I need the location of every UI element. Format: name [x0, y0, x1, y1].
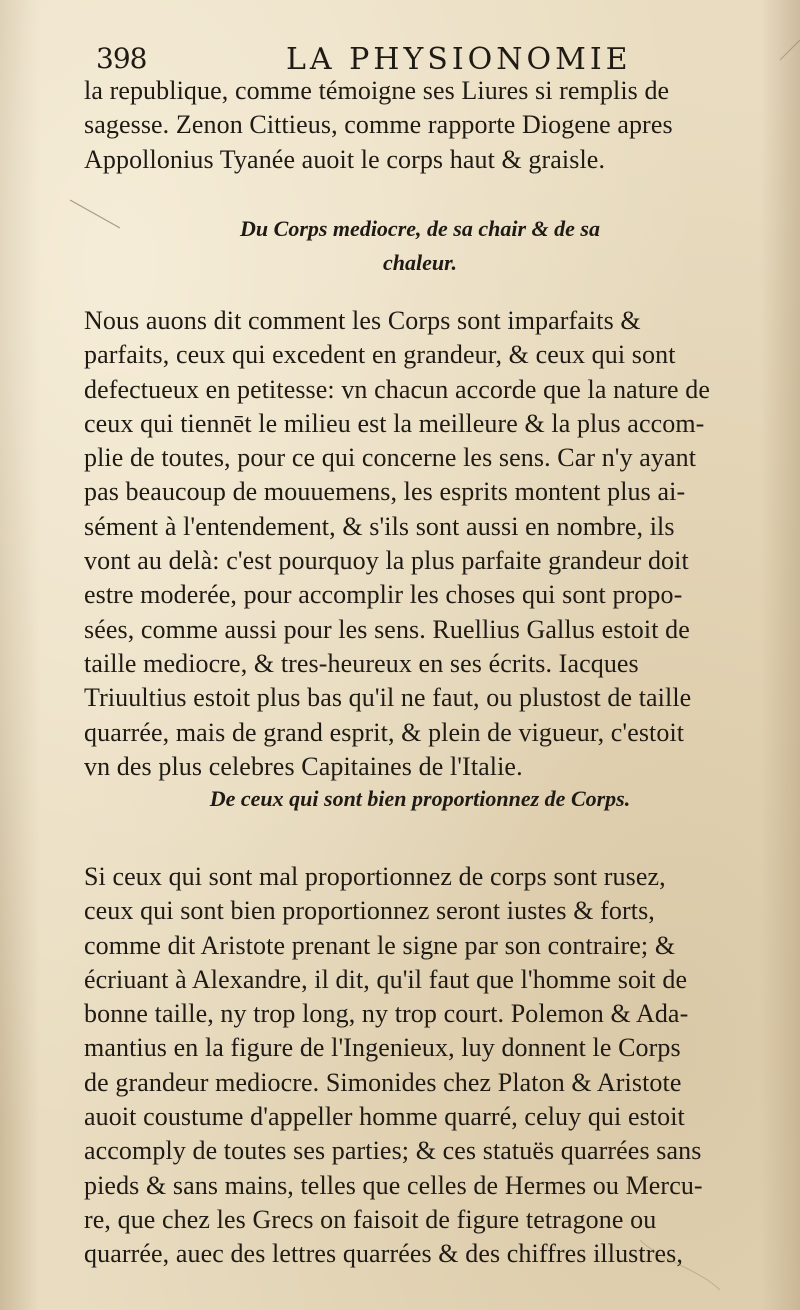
text-line: quarrée, mais de grand esprit, & plein de vigueur, c'estoit: [84, 717, 685, 747]
text-line: de grandeur mediocre. Simonides chez Platon & Aristote: [84, 1067, 682, 1097]
section-heading-proportioned: [100, 782, 740, 816]
text-line: plie de toutes, pour ce qui concerne les sens. Car n'y ayant: [84, 443, 697, 473]
text-line: écriuant à Alexandre, il dit, qu'il faut que l'homme soit de: [84, 964, 688, 994]
text-line: parfaits, ceux qui excedent en grandeur, & ceux qui sont: [84, 340, 676, 370]
text-line: sément à l'entendement, & s'ils sont aussi en nombre, ils: [84, 511, 675, 541]
text-line: ceux qui tiennēt le milieu est la meilleure & la plus accom-: [84, 408, 705, 438]
heading-line: chaleur.: [383, 250, 457, 275]
text-line: la republique, comme témoigne ses Liures si remplis de: [84, 76, 670, 105]
text-line: defectueux en petitesse: vn chacun accorde que la nature de: [84, 374, 710, 404]
page-number: 398: [96, 42, 147, 75]
text-line: Nous auons dit comment les Corps sont imparfaits &: [84, 306, 641, 335]
text-line: Triuultius estoit plus bas qu'il ne faut, ou plustost de taille: [84, 683, 692, 713]
text-line: taille mediocre, & tres-heureux en ses écrits. Iacques: [84, 648, 639, 678]
text-line: accomply de toutes ses parties; & ces statuës quarrées sans: [84, 1136, 702, 1166]
paragraph-mediocre: [84, 304, 774, 784]
text-line: mantius en la figure de l'Ingenieux, luy donnent le Corps: [84, 1033, 681, 1063]
text-line: ceux qui sont bien proportionnez seront iustes & forts,: [84, 896, 655, 926]
text-line: pas beaucoup de mouuemens, les esprits montent plus ai-: [84, 477, 686, 507]
text-line: vn des plus celebres Capitaines de l'Italie.: [84, 751, 523, 781]
running-title: LA PHYSIONOMIE: [286, 42, 632, 77]
paragraph-proportioned: [84, 860, 774, 1272]
text-line: auoit coustume d'appeller homme quarré, celuy qui estoit: [84, 1102, 685, 1132]
text-line: pieds & sans mains, telles que celles de Hermes ou Mercu-: [84, 1170, 703, 1200]
text-line: quarrée, auec des lettres quarrées & des chiffres illustres,: [84, 1239, 683, 1269]
text-line: sagesse. Zenon Cittieus, comme rapporte Diogene apres: [84, 110, 673, 140]
section-heading-mediocre: [100, 212, 740, 280]
text-line: estre moderée, pour accomplir les choses qui sont propo-: [84, 580, 683, 610]
text-line: bonne taille, ny trop long, ny trop court. Polemon & Ada-: [84, 999, 689, 1029]
text-line: vont au delà: c'est pourquoy la plus parfaite grandeur doit: [84, 546, 689, 576]
heading-line: Du Corps mediocre, de sa chair & de sa: [240, 216, 600, 241]
text-line: Si ceux qui sont mal proportionnez de corps sont rusez,: [84, 862, 666, 891]
paragraph-continuation: [84, 74, 774, 177]
text-line: sées, comme aussi pour les sens. Ruellius Gallus estoit de: [84, 614, 690, 644]
heading-line: De ceux qui sont bien proportionnez de Corps.: [209, 786, 631, 811]
text-line: comme dit Aristote prenant le signe par son contraire; &: [84, 930, 676, 960]
text-line: Appollonius Tyanée auoit le corps haut & graisle.: [84, 144, 606, 174]
text-line: re, que chez les Grecs on faisoit de figure tetragone ou: [84, 1204, 657, 1234]
